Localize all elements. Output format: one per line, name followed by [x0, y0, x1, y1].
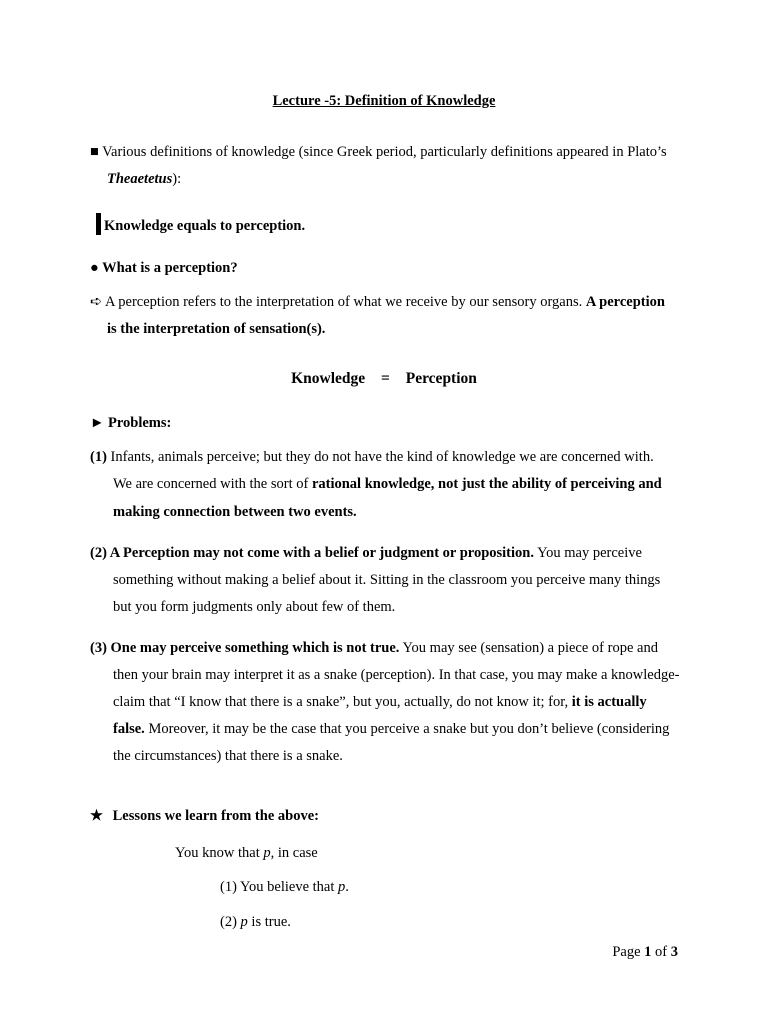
intro-line-1 [90, 142, 667, 162]
problem-3-text: You may see (sensation) a piece of rope and [402, 640, 658, 656]
equation-operator: = [381, 370, 390, 387]
problem-2-line-3: but you form judgments only about few of them. [113, 599, 396, 615]
condition-2-number: (2) [220, 914, 237, 930]
lessons-lead [175, 843, 318, 863]
condition-1 [220, 877, 349, 897]
lead-tail: , in case [270, 845, 318, 861]
lead-text: You know that [175, 845, 260, 861]
total-pages: 3 [670, 944, 678, 960]
equation-left: Knowledge [291, 370, 366, 387]
problem-3-bold-4: false. [113, 721, 145, 737]
question-line [90, 258, 238, 278]
variable-p: p [240, 914, 248, 930]
heading-bar-icon [96, 213, 101, 235]
lessons-heading [90, 806, 319, 826]
problem-1-text: Infants, animals perceive; but they do not have the kind of knowledge we are concerned with. [110, 449, 654, 465]
current-page: 1 [644, 944, 652, 960]
square-bullet-icon: ■ [90, 144, 99, 160]
of-word: of [655, 944, 668, 960]
arrow-icon: ➪ [90, 294, 103, 310]
heading-text: Knowledge equals to perception. [104, 218, 306, 234]
question-text: What is a perception? [102, 260, 238, 276]
problem-3-line-2: then your brain may interpret it as a snake (perception). In that case, you may make a knowledge- [113, 667, 680, 683]
problems-label: Problems: [107, 415, 172, 431]
problem-3-text-4: Moreover, it may be the case that you perceive a snake but you don’t believe (considering [148, 721, 670, 737]
problem-3-heading: (3) One may perceive something which is not true. [90, 640, 400, 656]
condition-1-tail: . [345, 879, 349, 895]
answer-line-2: is the interpretation of sensation(s). [107, 321, 326, 337]
answer-bold-1: A perception [585, 294, 665, 310]
equation-right: Perception [405, 370, 477, 387]
problem-1-line-3: making connection between two events. [113, 504, 357, 520]
answer-line-1 [90, 292, 665, 312]
condition-2-text: is true. [251, 914, 291, 930]
condition-2 [220, 912, 291, 932]
problem-2-heading: (2) A Perception may not come with a belief or judgment or proposition. [90, 545, 534, 561]
triangle-bullet-icon: ► [90, 415, 105, 431]
problem-3-text-3: claim that “I know that there is a snake”, but you, actually, do not know it; for, [113, 694, 569, 710]
problem-1-bold-2: rational knowledge, not just the ability of perceiving and [311, 476, 662, 492]
problem-3-line-4 [113, 719, 669, 739]
problem-3-line-1 [90, 638, 658, 658]
problem-3-bold-3: it is actually [571, 694, 647, 710]
variable-p: p [338, 879, 346, 895]
page-title: Lecture -5: Definition of Knowledge [272, 93, 496, 109]
page-word: Page [612, 944, 641, 960]
condition-1-text: (1) You believe that [220, 879, 335, 895]
problem-2-line-1 [90, 543, 642, 563]
problem-1-line-1 [90, 447, 654, 467]
problem-3-line-3 [113, 692, 647, 712]
problem-3-line-5: the circumstances) that there is a snake. [113, 748, 343, 764]
problems-heading [90, 413, 171, 433]
problem-1-line-2 [113, 474, 662, 494]
star-icon: ★ [90, 808, 103, 824]
intro-tail: ): [172, 171, 182, 187]
intro-line-2 [107, 169, 181, 189]
lessons-label: Lessons we learn from the above: [112, 808, 319, 824]
problem-1-number: (1) [90, 449, 107, 465]
section-heading-perception [96, 213, 305, 236]
theaetetus-title: Theaetetus [107, 171, 173, 187]
problem-1-text-2: We are concerned with the sort of [113, 476, 309, 492]
problem-2-text: You may perceive [537, 545, 642, 561]
equation [0, 370, 768, 388]
intro-text: Various definitions of knowledge (since Greek period, particularly definitions appeared in Plato’s [102, 144, 667, 160]
answer-text: A perception refers to the interpretation of what we receive by our sensory organs. [104, 294, 583, 310]
round-bullet-icon: ● [90, 260, 99, 276]
page-number [612, 942, 678, 962]
variable-p: p [263, 845, 271, 861]
problem-2-line-2: something without making a belief about it. Sitting in the classroom you perceive many things [113, 572, 661, 588]
